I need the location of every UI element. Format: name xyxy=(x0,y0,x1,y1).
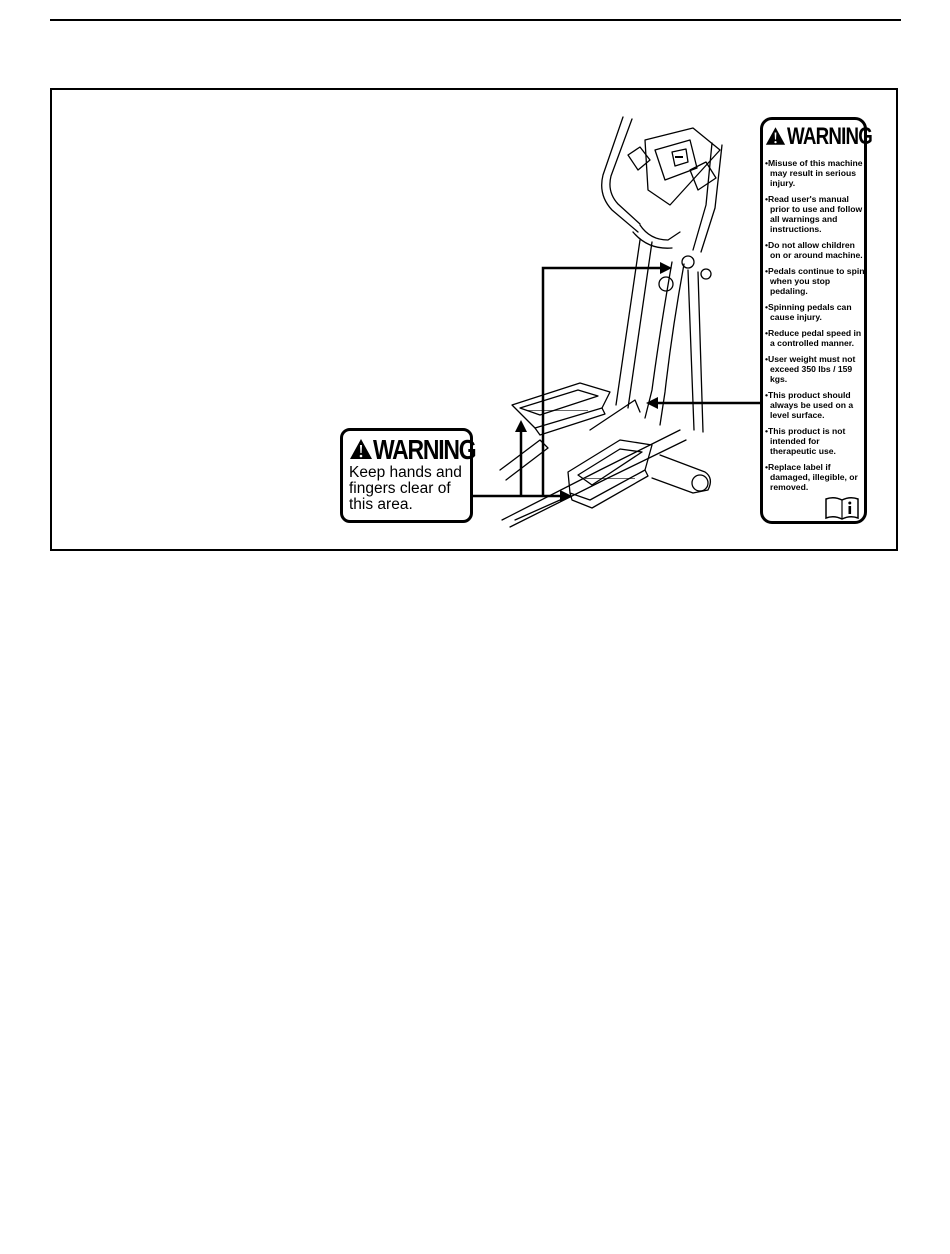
warning-item: • Misuse of this machine may result in serious injury. xyxy=(765,158,866,188)
warning-label-main xyxy=(760,117,873,524)
warning-item: • This product is not intended for therapeutic use. xyxy=(765,426,866,456)
warning-item: • Do not allow children on or around machine. xyxy=(765,240,866,260)
warning-item: • Replace label if damaged, illegible, or removed. xyxy=(765,462,866,492)
warning-triangle-icon xyxy=(349,438,373,460)
warning-label-text: Keep hands and fingers clear of this area. xyxy=(349,464,462,513)
warning-item: • User weight must not exceed 350 lbs / 159 kgs. xyxy=(765,354,866,384)
warning-label-heading xyxy=(349,434,476,465)
warning-label-hands xyxy=(340,428,476,523)
warning-item: • Read user's manual prior to use and follow all warnings and instructions. xyxy=(765,194,866,234)
warning-heading-text: WARNING xyxy=(787,123,873,150)
warning-item: • Reduce pedal speed in a controlled manner. xyxy=(765,328,866,348)
warning-list xyxy=(765,158,866,498)
warning-item: • Pedals continue to spin when you stop pedaling. xyxy=(765,266,866,296)
warning-label-heading xyxy=(765,123,873,150)
warning-heading-text: WARNING xyxy=(373,434,476,465)
book-info-icon xyxy=(824,496,860,520)
warning-item: • Spinning pedals can cause injury. xyxy=(765,302,866,322)
warning-triangle-icon xyxy=(765,126,786,146)
warning-item: • This product should always be used on a level surface. xyxy=(765,390,866,420)
